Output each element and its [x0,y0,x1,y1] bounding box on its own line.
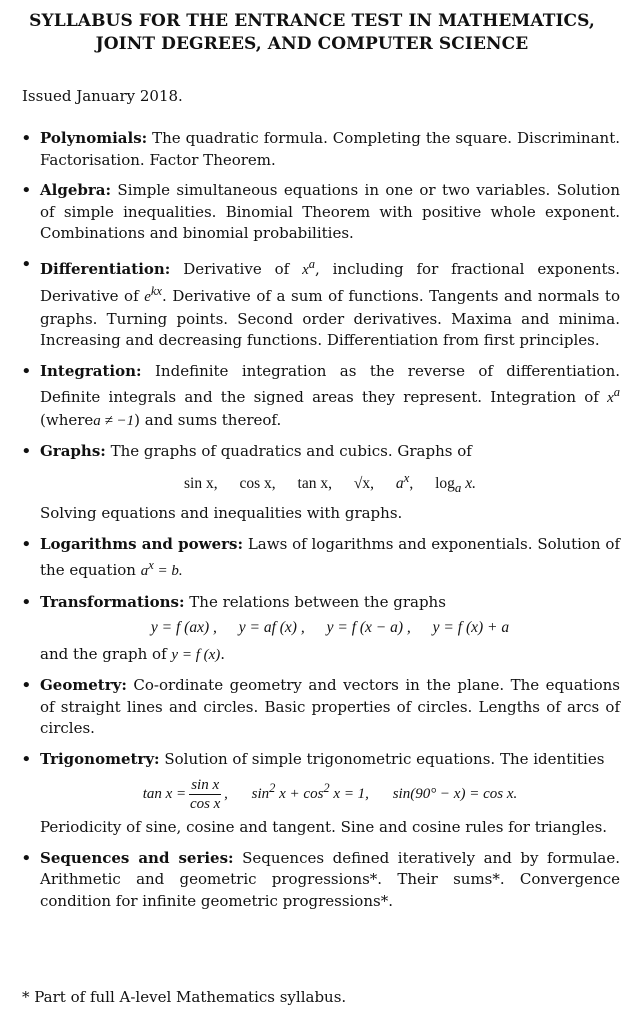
item-text: The quadratic formula. Completing the square. Discriminant. Factorisation. Factor Theorem. [40,129,620,169]
bullet-icon: • [21,441,32,462]
item-text: (where [40,410,94,429]
bullet-icon: • [21,591,32,613]
issued-date: Issued January 2018. [22,87,183,105]
item-algebra [20,180,620,245]
identity-complement: sin(90° − x) = cos x. [392,786,518,803]
item-logarithms [20,534,620,583]
bullet-icon: • [21,847,32,869]
item-text: The relations between the graphs [189,592,446,611]
trig-identities [40,776,620,813]
equation: y = f (x) + a [432,619,510,637]
item-heading: Geometry: [40,676,127,695]
footnote: * Part of full A-level Mathematics syllabus. [22,988,347,1006]
item-text: Solving equations and inequalities with graphs. [40,504,403,523]
func-sin: sin x, [184,474,218,492]
item-polynomials [20,128,620,171]
graphs-function-list [40,467,620,499]
func-log: $\log_a x$. [435,474,476,495]
title-line-2: JOINT DEGREES, AND COMPUTER SCIENCE [95,34,529,54]
func-sqrt: √x, [353,474,374,492]
math-condition: a ≠ −1 [93,412,135,429]
page-title [0,10,624,56]
item-graphs [20,441,620,525]
item-heading: Differentiation: [40,259,171,278]
item-heading: Logarithms and powers: [40,534,244,553]
bullet-icon: • [21,748,32,770]
item-sequences [20,848,620,913]
item-text: Indefinite integration as the reverse of differentiation. Definite integrals and the signed areas they represent. Integration of [40,361,620,406]
item-text: Sequences defined iteratively and by formulae. Arithmetic and geometric progressions*. Their sums*. Convergence condition for infinite geometric progressions*. [40,848,620,910]
bullet-icon: • [21,253,32,275]
item-text: The graphs of quadratics and cubics. Graphs of [110,442,472,460]
transformations-equations [40,617,620,639]
identity-pythagorean: $\sin^2 x + \cos^2 x = 1$, [251,781,369,803]
item-text: ) and sums thereof. [134,410,282,429]
bullet-icon: • [21,675,32,697]
title-line-1: SYLLABUS FOR THE ENTRANCE TEST IN MATHEMATICS, [29,11,595,31]
item-text: Derivative of [183,259,290,278]
item-text: Simple simultaneous equations in one or two variables. Solution of simple inequalities. Binomial Theorem with positive whole exponent. Combinations and binomial probabilities. [40,181,620,242]
equation: y = af (x) , [238,619,305,637]
item-text: Co-ordinate geometry and vectors in the plane. The equations of straight lines and circles. Basic properties of circles. Lengths of arcs of circles. [40,676,620,738]
func-exponential: $a^x$, [395,469,414,492]
item-heading: Sequences and series: [40,848,234,867]
bullet-icon: • [21,533,32,555]
item-differentiation [20,254,620,352]
item-text: Solution of simple trigonometric equations. The identities [164,749,605,768]
item-text: , including for fractional exponents. Derivative of [40,259,620,305]
math-equation: $a^x = b$. [140,558,183,580]
item-heading: Polynomials: [40,129,148,147]
item-trigonometry [20,749,620,839]
equation: y = f (ax) , [150,619,217,637]
func-cos: cos x, [239,474,276,492]
equation: y = f (x − a) , [326,619,411,637]
item-text: Periodicity of sine, cosine and tangent. Sine and cosine rules for triangles. [40,818,608,837]
bullet-icon: • [21,128,32,149]
item-heading: Integration: [40,361,142,380]
math-x-power-a: $x^a$ [607,385,621,406]
bullet-icon: • [21,360,32,382]
item-transformations [20,592,620,667]
math-x-power-a: $x^a$ [302,256,315,278]
identity-tan: tan x = $\frac{\text{sin x}}{\text{cos x}}$ , [142,777,228,813]
item-heading: Graphs: [40,442,106,460]
math-e-power-kx: $e^{kx}$ [144,284,162,305]
syllabus-list [20,128,620,921]
item-heading: Trigonometry: [40,749,160,768]
item-integration [20,361,620,433]
item-heading: Transformations: [40,592,185,611]
func-tan: tan x, [297,474,332,492]
item-heading: Algebra: [40,181,112,199]
item-geometry [20,675,620,740]
item-text: Laws of logarithms and exponentials. Solution of the equation [40,534,620,580]
item-text: and the graph of y = f (x). [40,644,226,663]
bullet-icon: • [21,180,32,201]
item-text: . Derivative of a sum of functions. Tangents and normals to graphs. Turning points. Second order derivatives. Maxima and minima. Increasing and decreasing functions. Differentiation from first principles. [40,287,620,349]
fraction: $\frac{\text{sin x}}{\text{cos x}}$ [189,777,221,813]
